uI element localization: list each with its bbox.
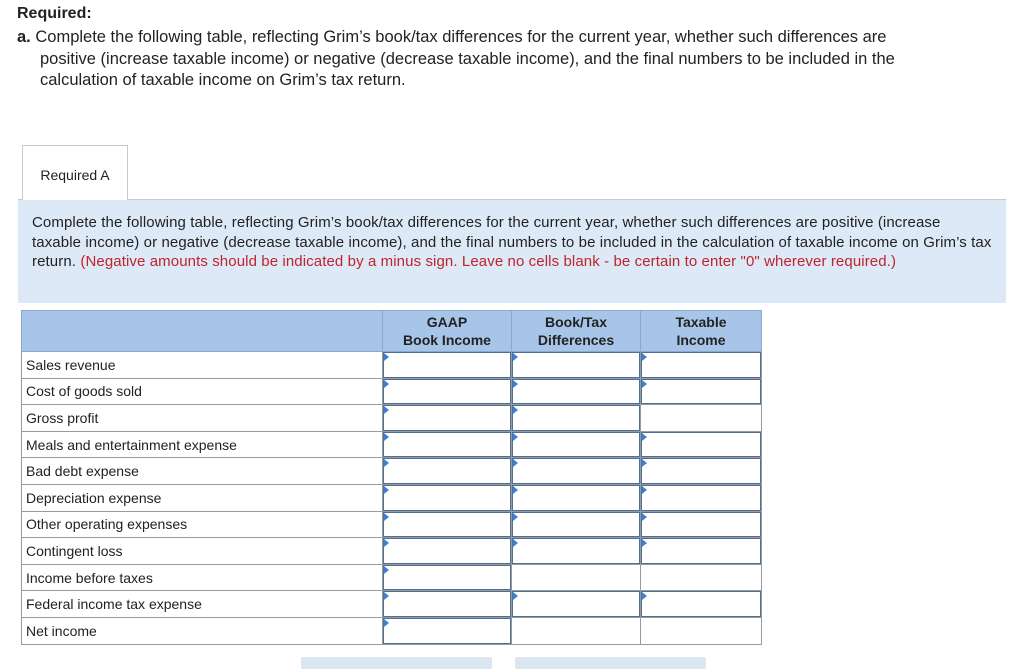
question-letter: a. xyxy=(17,28,31,46)
gaap-input[interactable] xyxy=(383,458,511,484)
input-cell xyxy=(641,378,762,405)
input-cell xyxy=(383,484,512,511)
empty-cell xyxy=(641,405,762,432)
table-row xyxy=(22,591,762,618)
input-cell xyxy=(512,484,641,511)
row-label: Bad debt expense xyxy=(22,458,383,485)
table-row xyxy=(22,352,762,379)
input-cell xyxy=(383,591,512,618)
input-cell xyxy=(641,484,762,511)
table-row xyxy=(22,538,762,565)
taxable-income-input[interactable] xyxy=(641,458,761,484)
input-cell xyxy=(512,405,641,432)
input-cell xyxy=(512,378,641,405)
gaap-input[interactable] xyxy=(383,352,511,378)
gaap-input[interactable] xyxy=(383,379,511,405)
input-cell xyxy=(512,458,641,485)
taxable-income-input[interactable] xyxy=(641,379,761,405)
instructions-panel xyxy=(18,200,1006,303)
row-label: Net income xyxy=(22,617,383,644)
book-tax-diff-input[interactable] xyxy=(512,512,640,538)
input-cell xyxy=(641,431,762,458)
header-label-column xyxy=(22,311,383,352)
table-row xyxy=(22,458,762,485)
taxable-income-input[interactable] xyxy=(641,352,761,378)
table-row xyxy=(22,405,762,432)
book-tax-diff-input[interactable] xyxy=(512,591,640,617)
question-line-1: Complete the following table, reflecting Grim’s book/tax differences for the current year, whether such differences are xyxy=(35,28,887,46)
gaap-input[interactable] xyxy=(383,591,511,617)
row-label: Sales revenue xyxy=(22,352,383,379)
input-cell xyxy=(383,564,512,591)
instructions-note: (Negative amounts should be indicated by a minus sign. Leave no cells blank - be certain to enter "0" wherever required.) xyxy=(80,253,897,270)
next-button[interactable] xyxy=(515,657,706,669)
row-label: Income before taxes xyxy=(22,564,383,591)
input-cell xyxy=(383,458,512,485)
required-heading: Required: xyxy=(17,5,92,22)
row-label: Meals and entertainment expense xyxy=(22,431,383,458)
empty-cell xyxy=(512,564,641,591)
gaap-input[interactable] xyxy=(383,485,511,511)
book-tax-diff-input[interactable] xyxy=(512,405,640,431)
gaap-input[interactable] xyxy=(383,538,511,564)
input-cell xyxy=(641,352,762,379)
header-book-tax-differences: Book/Tax Differences xyxy=(512,311,641,352)
tab-required-a[interactable]: Required A xyxy=(22,145,128,200)
input-cell xyxy=(641,591,762,618)
book-tax-table xyxy=(21,310,762,645)
taxable-income-input[interactable] xyxy=(641,485,761,511)
row-label: Cost of goods sold xyxy=(22,378,383,405)
book-tax-diff-input[interactable] xyxy=(512,352,640,378)
table-row xyxy=(22,378,762,405)
book-tax-diff-input[interactable] xyxy=(512,458,640,484)
book-tax-diff-input[interactable] xyxy=(512,432,640,458)
book-tax-diff-input[interactable] xyxy=(512,538,640,564)
table-row xyxy=(22,431,762,458)
instructions-text: Complete the following table, reflecting Grim’s book/tax differences for the current year, whether such differences are positive (increase taxable income) or negative (decrease taxable income), and the final numbers to be included in the calculation of taxable income on Grim’s tax return. xyxy=(32,214,992,270)
gaap-input[interactable] xyxy=(383,565,511,591)
question-line-2: positive (increase taxable income) or negative (decrease taxable income), and the final numbers to be included in the xyxy=(40,49,895,68)
header-taxable-income: Taxable Income xyxy=(641,311,762,352)
input-cell xyxy=(512,352,641,379)
gaap-input[interactable] xyxy=(383,512,511,538)
input-cell xyxy=(383,617,512,644)
table-row xyxy=(22,564,762,591)
table-row xyxy=(22,617,762,644)
taxable-income-input[interactable] xyxy=(641,512,761,538)
taxable-income-input[interactable] xyxy=(641,538,761,564)
empty-cell xyxy=(641,564,762,591)
gaap-input[interactable] xyxy=(383,405,511,431)
input-cell xyxy=(512,591,641,618)
input-cell xyxy=(641,458,762,485)
input-cell xyxy=(383,431,512,458)
prev-button[interactable] xyxy=(301,657,492,669)
input-cell xyxy=(383,352,512,379)
question-a xyxy=(17,27,1007,92)
input-cell xyxy=(512,538,641,565)
taxable-income-input[interactable] xyxy=(641,432,761,458)
input-cell xyxy=(512,511,641,538)
row-label: Depreciation expense xyxy=(22,484,383,511)
header-gaap: GAAP Book Income xyxy=(383,311,512,352)
row-label: Gross profit xyxy=(22,405,383,432)
input-cell xyxy=(383,538,512,565)
book-tax-diff-input[interactable] xyxy=(512,379,640,405)
input-cell xyxy=(383,378,512,405)
gaap-input[interactable] xyxy=(383,618,511,644)
empty-cell xyxy=(641,617,762,644)
input-cell xyxy=(641,511,762,538)
input-cell xyxy=(383,511,512,538)
input-cell xyxy=(383,405,512,432)
table-header-row xyxy=(22,311,762,352)
row-label: Contingent loss xyxy=(22,538,383,565)
gaap-input[interactable] xyxy=(383,432,511,458)
table-row xyxy=(22,511,762,538)
table-row xyxy=(22,484,762,511)
question-line-3: calculation of taxable income on Grim’s tax return. xyxy=(40,71,406,89)
input-cell xyxy=(641,538,762,565)
empty-cell xyxy=(512,617,641,644)
row-label: Other operating expenses xyxy=(22,511,383,538)
book-tax-diff-input[interactable] xyxy=(512,485,640,511)
input-cell xyxy=(512,431,641,458)
row-label: Federal income tax expense xyxy=(22,591,383,618)
taxable-income-input[interactable] xyxy=(641,591,761,617)
